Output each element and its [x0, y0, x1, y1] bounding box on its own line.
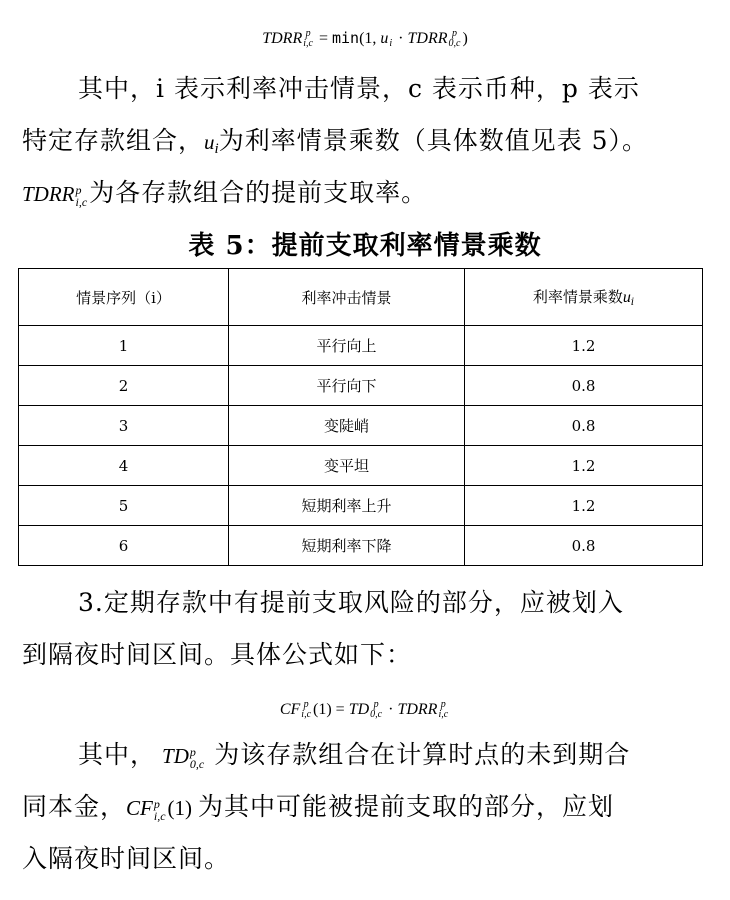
multiplier-cell: 1.2: [465, 326, 703, 366]
formula-function: min: [331, 29, 360, 47]
formula-cf: [0, 700, 730, 720]
formula-superscript: p: [373, 699, 379, 711]
formula-symbol: TD: [348, 701, 370, 718]
formula-subscript: 0,c: [448, 38, 461, 50]
formula-argument: (1): [313, 701, 332, 718]
scenario-cell: 平行向下: [229, 366, 465, 406]
multiplier-cell: 0.8: [465, 526, 703, 566]
inline-superscript: p: [75, 183, 82, 198]
inline-superscript: p: [189, 745, 196, 760]
header-cell: 利率冲击情景: [229, 269, 465, 326]
seq-cell: 6: [19, 526, 229, 566]
paragraph-text: 其中，i 表示利率冲击情景，c 表示币种，p 表示: [78, 74, 640, 103]
inline-subscript: i: [214, 141, 219, 157]
scenario-cell: 短期利率下降: [229, 526, 465, 566]
table-row: [19, 446, 703, 486]
scenario-cell: 变陡峭: [229, 406, 465, 446]
inline-symbol: CF: [126, 796, 153, 820]
formula-symbol: TDRR: [407, 30, 448, 47]
paragraph-text: 其中，: [78, 740, 157, 769]
multiplier-cell: 1.2: [465, 446, 703, 486]
formula-superscript: p: [451, 28, 457, 40]
inline-superscript: p: [153, 797, 160, 812]
formula-argument: (1,: [359, 30, 377, 47]
formula-symbol: CF: [279, 701, 301, 718]
formula-equals: =: [318, 30, 328, 47]
table-row: [19, 486, 703, 526]
seq-cell: 2: [19, 366, 229, 406]
paragraph-line: [22, 834, 712, 884]
formula-subscript: i,c: [303, 38, 313, 50]
paragraph-text: 同本金，: [22, 792, 127, 821]
scenario-cell: 短期利率上升: [229, 486, 465, 526]
inline-subscript: i,c: [153, 809, 166, 824]
scenario-cell: 平行向上: [229, 326, 465, 366]
multiplier-table: [18, 268, 703, 566]
formula-superscript: p: [440, 699, 446, 711]
inline-subscript: i,c: [75, 195, 88, 210]
header-cell: [465, 269, 703, 326]
formula-subscript: i,c: [301, 709, 312, 721]
formula-close-paren: ): [462, 30, 468, 47]
formula-symbol: TDRR: [397, 701, 438, 718]
inline-argument: (1): [167, 796, 193, 820]
paragraph-text: 为利率情景乘数（具体数值见表 5）。: [218, 126, 649, 155]
paragraph-text: 为该存款组合在计算时点的未到期合: [214, 740, 631, 769]
multiplier-cell: 0.8: [465, 406, 703, 446]
formula-multiplier-symbol: u: [380, 30, 389, 47]
paragraph-line: [78, 578, 730, 628]
formula-equals: =: [335, 701, 345, 718]
paragraph-line: [22, 630, 712, 680]
paragraph-line: [78, 730, 730, 781]
formula-superscript: p: [303, 699, 309, 711]
paragraph-text: 为其中可能被提前支取的部分，应划: [198, 792, 615, 821]
seq-cell: 4: [19, 446, 229, 486]
formula-subscript: i,c: [438, 709, 449, 721]
header-symbol: u: [622, 289, 631, 306]
paragraph-text: 特定存款组合，: [22, 126, 205, 155]
paragraph-text: 为各存款组合的提前支取率。: [89, 178, 428, 207]
paragraph-line: [22, 782, 712, 833]
table-row: [19, 326, 703, 366]
inline-symbol: TD: [162, 744, 189, 768]
paragraph-text: 3.定期存款中有提前支取风险的部分，应被划入: [78, 588, 624, 617]
multiplier-cell: 0.8: [465, 366, 703, 406]
table-header-row: [19, 269, 703, 326]
header-cell: 情景序列（i）: [19, 269, 229, 326]
table-title: 表 5：提前支取利率情景乘数: [188, 231, 542, 261]
formula-subscript: 0,c: [370, 709, 383, 721]
formula-dot: ·: [388, 701, 394, 718]
formula-dot: ·: [398, 30, 404, 47]
table-row: [19, 526, 703, 566]
paragraph-line: [78, 64, 730, 114]
formula-subscript: i: [389, 38, 393, 50]
seq-cell: 5: [19, 486, 229, 526]
inline-symbol: u: [204, 130, 215, 154]
seq-cell: 1: [19, 326, 229, 366]
paragraph-line: [22, 168, 712, 219]
scenario-cell: 变平坦: [229, 446, 465, 486]
inline-subscript: 0,c: [189, 757, 205, 772]
paragraph-text: 入隔夜时间区间。: [22, 844, 231, 873]
formula-symbol: TDRR: [262, 30, 303, 47]
seq-cell: 3: [19, 406, 229, 446]
formula-superscript: p: [305, 28, 311, 40]
formula-tdrr: [0, 28, 730, 49]
header-subscript: i: [630, 297, 635, 308]
table-row: [19, 366, 703, 406]
paragraph-line: [22, 116, 712, 174]
header-text: 利率情景乘数: [532, 288, 623, 306]
multiplier-cell: 1.2: [465, 486, 703, 526]
inline-symbol: TDRR: [22, 182, 75, 206]
paragraph-text: 到隔夜时间区间。具体公式如下：: [22, 640, 413, 669]
table-row: [19, 406, 703, 446]
